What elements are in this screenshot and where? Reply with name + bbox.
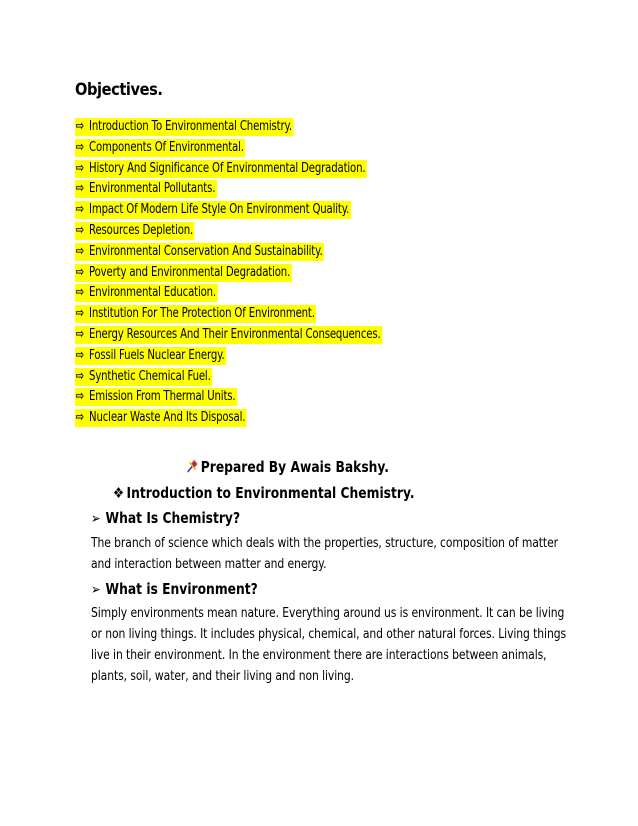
subsection-heading-text: What Is Chemistry? bbox=[105, 509, 241, 527]
arrow-right-outline-icon: ⇨ bbox=[75, 306, 85, 322]
objective-item bbox=[75, 198, 469, 219]
objective-label: Impact Of Modern Life Style On Environment Quality. bbox=[89, 202, 350, 218]
objective-item bbox=[75, 240, 469, 261]
paragraph-chemistry bbox=[91, 533, 556, 575]
objective-label: Components Of Environmental. bbox=[89, 139, 244, 155]
objective-item bbox=[75, 115, 469, 136]
objective-item bbox=[75, 385, 469, 406]
objective-item bbox=[75, 136, 469, 157]
pushpin-icon bbox=[186, 458, 199, 474]
objective-label: Nuclear Waste And Its Disposal. bbox=[89, 410, 246, 426]
arrow-right-outline-icon: ⇨ bbox=[75, 160, 85, 176]
objective-label: Environmental Education. bbox=[89, 285, 217, 301]
objective-item bbox=[75, 302, 469, 323]
arrow-right-outline-icon: ⇨ bbox=[75, 389, 85, 405]
objective-label: Synthetic Chemical Fuel. bbox=[89, 368, 211, 384]
arrow-right-outline-icon: ⇨ bbox=[75, 119, 85, 134]
paragraph-line: or non living things. It includes physical, chemical, and other natural forces. Living things bbox=[91, 627, 567, 642]
objective-label: Resources Depletion. bbox=[89, 222, 194, 238]
arrow-right-outline-icon: ⇨ bbox=[75, 222, 85, 238]
objective-item bbox=[75, 157, 469, 178]
objective-label: Environmental Conservation And Sustainability. bbox=[89, 243, 323, 259]
objectives-title: Objectives. bbox=[75, 80, 163, 100]
arrowhead-bullet-icon: ➢ bbox=[91, 582, 101, 598]
objective-label: Introduction To Environmental Chemistry. bbox=[89, 119, 292, 134]
arrow-right-outline-icon: ⇨ bbox=[75, 139, 85, 155]
objectives-list bbox=[75, 115, 469, 427]
arrow-right-outline-icon: ⇨ bbox=[75, 326, 85, 342]
arrow-right-outline-icon: ⇨ bbox=[75, 202, 85, 218]
objective-label: Emission From Thermal Units. bbox=[89, 389, 236, 405]
objective-item bbox=[75, 323, 469, 344]
paragraph-line: and interaction between matter and energy. bbox=[91, 557, 327, 572]
objective-item bbox=[75, 406, 469, 427]
objective-label: Environmental Pollutants. bbox=[89, 181, 216, 197]
objective-item bbox=[75, 177, 469, 198]
objective-item bbox=[75, 281, 469, 302]
arrow-right-outline-icon: ⇨ bbox=[75, 347, 85, 363]
paragraph-line: plants, soil, water, and their living and non living. bbox=[91, 669, 355, 684]
objective-item bbox=[75, 261, 469, 282]
paragraph-line: live in their environment. In the environment there are interactions between animals, bbox=[91, 648, 547, 663]
arrowhead-bullet-icon: ➢ bbox=[91, 511, 101, 527]
section-heading-text: Introduction to Environmental Chemistry. bbox=[126, 484, 415, 502]
section-heading bbox=[113, 484, 415, 502]
objective-item bbox=[75, 365, 469, 386]
paragraph-line: The branch of science which deals with the properties, structure, composition of matter bbox=[91, 536, 558, 551]
paragraph-environment bbox=[91, 603, 567, 687]
arrow-right-outline-icon: ⇨ bbox=[75, 181, 85, 197]
objective-item bbox=[75, 344, 469, 365]
arrow-right-outline-icon: ⇨ bbox=[75, 264, 85, 280]
subsection-heading-text: What is Environment? bbox=[105, 580, 258, 598]
arrow-right-outline-icon: ⇨ bbox=[75, 368, 85, 384]
four-diamond-bullet-icon: ❖ bbox=[113, 484, 125, 502]
arrow-right-outline-icon: ⇨ bbox=[75, 410, 85, 426]
objective-item bbox=[75, 219, 469, 240]
arrow-right-outline-icon: ⇨ bbox=[75, 285, 85, 301]
subsection-heading-chemistry bbox=[91, 509, 240, 527]
objective-label: Poverty and Environmental Degradation. bbox=[89, 264, 291, 280]
objective-label: Fossil Fuels Nuclear Energy. bbox=[89, 347, 225, 363]
objective-label: Energy Resources And Their Environmental Consequences. bbox=[89, 326, 381, 342]
objective-label: History And Significance Of Environmental Degradation. bbox=[89, 160, 366, 176]
arrow-right-outline-icon: ⇨ bbox=[75, 243, 85, 259]
subsection-heading-environment bbox=[91, 580, 258, 598]
prepared-by-text: Prepared By Awais Bakshy. bbox=[200, 458, 389, 476]
prepared-by-line bbox=[186, 458, 389, 476]
paragraph-line: Simply environments mean nature. Everything around us is environment. It can be living bbox=[91, 606, 565, 621]
objective-label: Institution For The Protection Of Environment. bbox=[89, 306, 315, 322]
